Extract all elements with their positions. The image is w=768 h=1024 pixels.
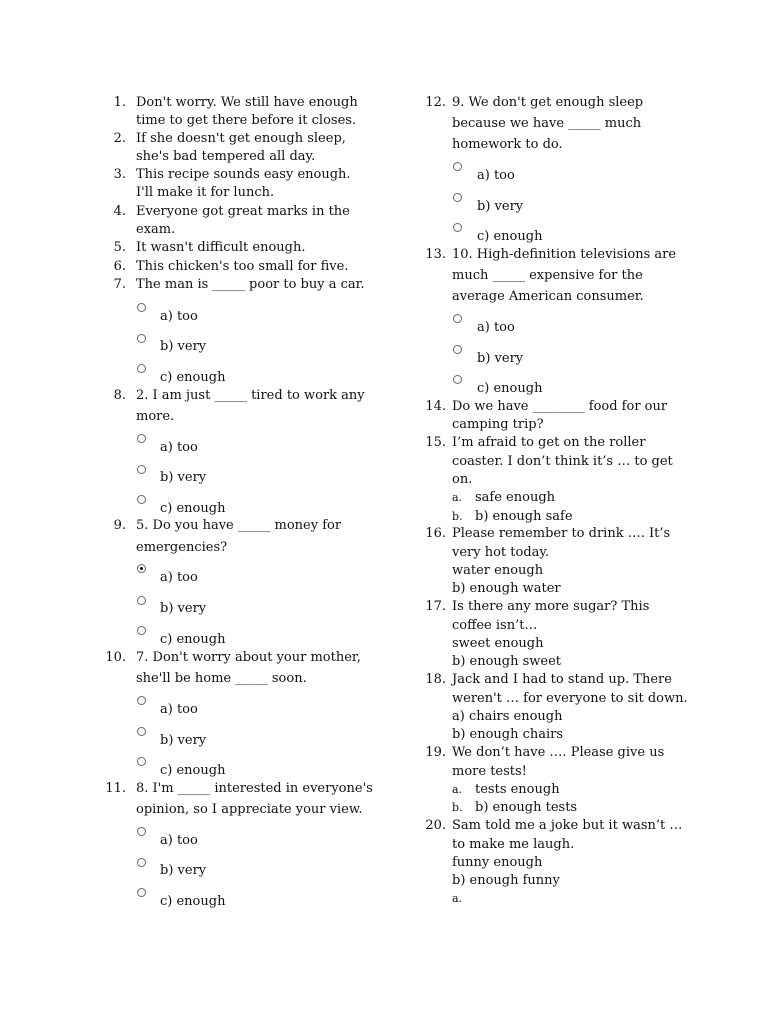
question-number: 1.: [113, 95, 126, 110]
radio-option-c[interactable]: [137, 364, 146, 373]
option-letter: a.: [452, 783, 463, 796]
option-label: b) enough safe: [475, 509, 573, 524]
question-text: very hot today.: [452, 545, 550, 560]
question-number: 10.: [105, 650, 126, 665]
question-text: to make me laugh.: [452, 837, 575, 852]
radio-option-b[interactable]: [137, 858, 146, 867]
question-text: coaster. I don’t think it’s … to get: [452, 454, 673, 469]
question-text: I’m afraid to get on the roller: [452, 435, 646, 450]
option-label: b) very: [160, 863, 207, 878]
radio-option-a[interactable]: [453, 314, 462, 323]
radio-option-b[interactable]: [137, 727, 146, 736]
question-text: because we have _____ much: [452, 116, 642, 131]
question-text: If she doesn't get enough sleep,: [136, 131, 346, 146]
option-label: a) too: [160, 570, 198, 585]
question-text: on.: [452, 472, 473, 487]
option-label: b) very: [477, 351, 524, 366]
option-label: c) enough: [160, 763, 226, 778]
question-number: 4.: [113, 204, 126, 219]
answer-option: b) enough water: [452, 581, 561, 596]
option-letter: b.: [452, 510, 463, 523]
option-label: b) very: [160, 601, 207, 616]
question-number: 3.: [113, 167, 126, 182]
option-letter: a.: [452, 491, 463, 504]
question-number: 2.: [113, 131, 126, 146]
radio-option-a[interactable]: [137, 434, 146, 443]
option-label: c) enough: [160, 632, 226, 647]
option-label: b) very: [160, 733, 207, 748]
question-text: emergencies?: [136, 540, 228, 555]
question-number: 11.: [105, 781, 126, 796]
option-label: b) enough tests: [475, 800, 578, 815]
radio-option-c[interactable]: [137, 626, 146, 635]
question-text: Don't worry. We still have enough: [136, 95, 358, 110]
option-label: a) too: [160, 833, 198, 848]
question-text: Everyone got great marks in the: [136, 204, 350, 219]
option-label: c) enough: [477, 381, 543, 396]
answer-option: sweet enough: [452, 636, 544, 651]
question-text: 2. I am just _____ tired to work any: [136, 388, 365, 403]
radio-option-b[interactable]: [453, 193, 462, 202]
question-text: 5. Do you have _____ money for: [136, 518, 342, 533]
option-letter: a.: [452, 892, 463, 905]
question-number: 5.: [113, 240, 126, 255]
question-text: more.: [136, 409, 175, 424]
question-text: This chicken's too small for five.: [136, 259, 349, 274]
question-text: camping trip?: [452, 417, 544, 432]
question-text: I'll make it for lunch.: [136, 185, 275, 200]
question-number: 12.: [425, 95, 446, 110]
question-number: 18.: [425, 672, 446, 687]
question-text: coffee isn’t…: [452, 618, 538, 633]
radio-option-b[interactable]: [137, 465, 146, 474]
option-label: b) very: [160, 470, 207, 485]
radio-option-a[interactable]: [137, 827, 146, 836]
question-text: Please remember to drink …. It’s: [452, 526, 671, 541]
option-label: c) enough: [160, 501, 226, 516]
answer-option: funny enough: [452, 855, 543, 870]
option-label: tests enough: [475, 782, 560, 797]
radio-option-a-selected[interactable]: [137, 564, 146, 573]
question-text: Is there any more sugar? This: [452, 599, 650, 614]
question-text: average American consumer.: [452, 289, 644, 304]
question-text: exam.: [136, 222, 176, 237]
question-number: 7.: [113, 277, 126, 292]
option-label: a) too: [477, 320, 515, 335]
option-label: a) too: [477, 168, 515, 183]
question-text: This recipe sounds easy enough.: [136, 167, 351, 182]
question-number: 6.: [113, 259, 126, 274]
question-text: homework to do.: [452, 137, 563, 152]
question-text: weren't … for everyone to sit down.: [452, 691, 688, 706]
question-text: more tests!: [452, 764, 527, 779]
question-number: 15.: [425, 435, 446, 450]
radio-option-a[interactable]: [137, 696, 146, 705]
radio-option-c[interactable]: [453, 375, 462, 384]
radio-option-c[interactable]: [453, 223, 462, 232]
question-text: It wasn't difficult enough.: [136, 240, 306, 255]
option-label: c) enough: [160, 894, 226, 909]
question-text: 9. We don't get enough sleep: [452, 95, 644, 110]
question-text: Sam told me a joke but it wasn’t …: [452, 818, 683, 833]
question-text: opinion, so I appreciate your view.: [136, 802, 363, 817]
answer-option: water enough: [452, 563, 544, 578]
question-number: 13.: [425, 247, 446, 262]
question-text: time to get there before it closes.: [136, 113, 357, 128]
option-label: c) enough: [160, 370, 226, 385]
radio-option-a[interactable]: [453, 162, 462, 171]
question-text: 10. High-definition televisions are: [452, 247, 677, 262]
option-label: c) enough: [477, 229, 543, 244]
answer-option: b) enough sweet: [452, 654, 562, 669]
option-label: a) too: [160, 309, 198, 324]
radio-option-a[interactable]: [137, 303, 146, 312]
question-text: 7. Don't worry about your mother,: [136, 650, 361, 665]
question-text: 8. I'm _____ interested in everyone's: [136, 781, 373, 796]
question-number: 20.: [425, 818, 446, 833]
question-text: We don’t have …. Please give us: [452, 745, 665, 760]
radio-option-b[interactable]: [137, 596, 146, 605]
option-label: b) very: [477, 199, 524, 214]
question-text: Do we have ________ food for our: [452, 399, 668, 414]
question-text: much _____ expensive for the: [452, 268, 643, 283]
question-text: The man is _____ poor to buy a car.: [136, 277, 365, 292]
question-number: 19.: [425, 745, 446, 760]
question-number: 8.: [113, 388, 126, 403]
question-number: 9.: [113, 518, 126, 533]
question-text: she's bad tempered all day.: [136, 149, 316, 164]
question-text: she'll be home _____ soon.: [136, 671, 307, 686]
radio-option-b[interactable]: [137, 334, 146, 343]
answer-option: b) enough chairs: [452, 727, 564, 742]
radio-option-c[interactable]: [137, 757, 146, 766]
radio-option-c[interactable]: [137, 888, 146, 897]
radio-option-b[interactable]: [453, 345, 462, 354]
answer-option: a) chairs enough: [452, 709, 563, 724]
option-label: b) very: [160, 339, 207, 354]
option-label: safe enough: [475, 490, 556, 505]
option-label: a) too: [160, 702, 198, 717]
option-letter: b.: [452, 801, 463, 814]
radio-option-c[interactable]: [137, 495, 146, 504]
question-number: 17.: [425, 599, 446, 614]
question-number: 16.: [425, 526, 446, 541]
option-label: a) too: [160, 440, 198, 455]
question-text: Jack and I had to stand up. There: [452, 672, 672, 687]
answer-option: b) enough funny: [452, 873, 560, 888]
question-number: 14.: [425, 399, 446, 414]
